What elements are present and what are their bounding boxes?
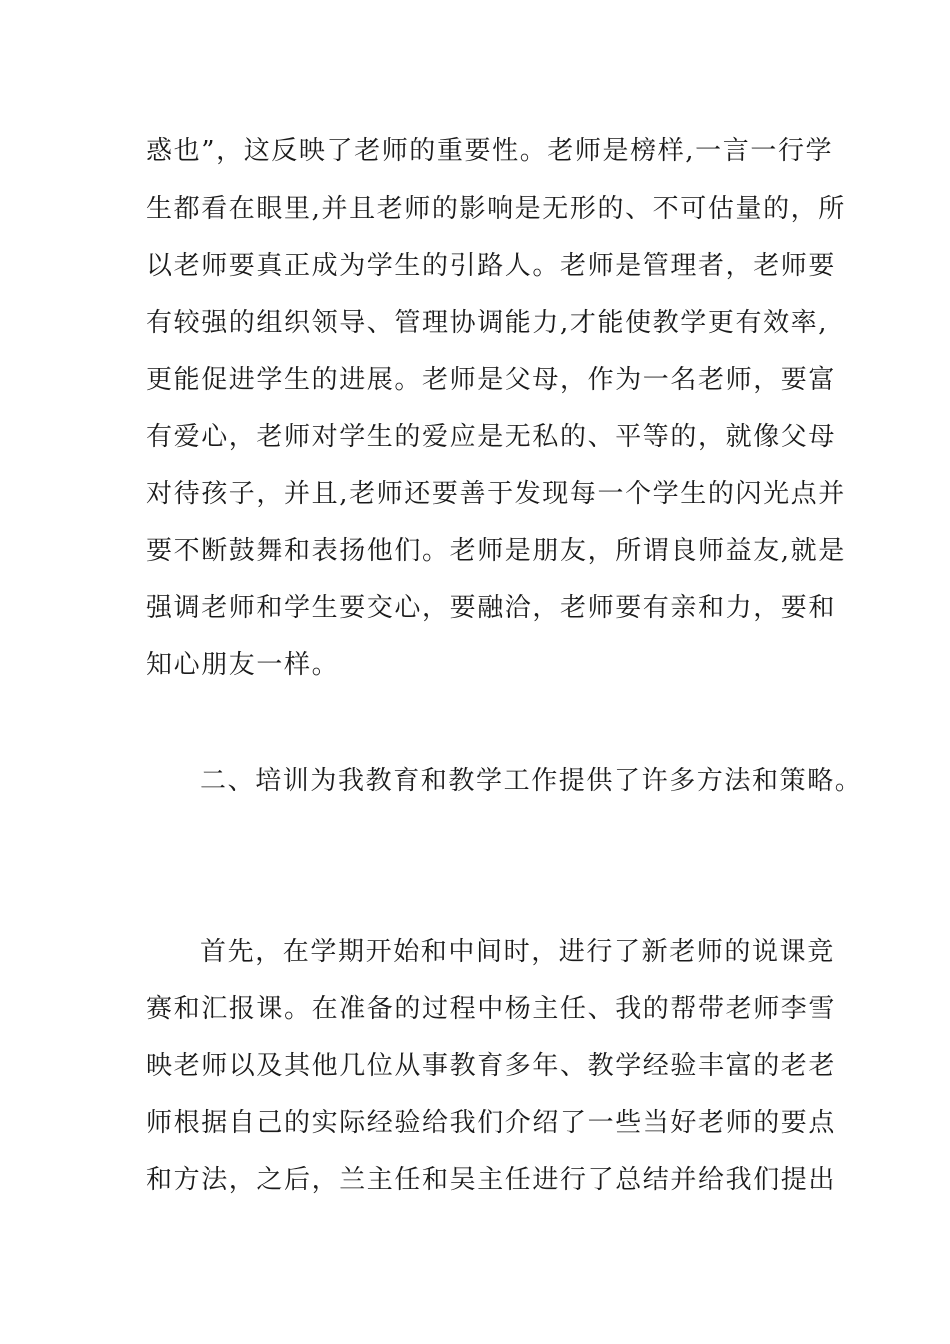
text-line: 知心朋友一样。	[146, 650, 340, 680]
text-line: 有较强的组织领导、管理协调能力,才能使教学更有效率,	[146, 308, 829, 338]
text-line: 要不断鼓舞和表扬他们。老师是朋友，所谓良师益友,就是	[146, 536, 846, 566]
text-line: 以老师要真正成为学生的引路人。老师是管理者，老师要	[146, 251, 837, 281]
text-line: 对待孩子，并且,老师还要善于发现每一个学生的闪光点并	[146, 479, 846, 509]
text-line: 赛和汇报课。在准备的过程中杨主任、我的帮带老师李雪	[146, 994, 837, 1024]
text-line: 有爱心，老师对学生的爱应是无私的、平等的，就像父母	[146, 422, 837, 452]
text-line: 师根据自己的实际经验给我们介绍了一些当好老师的要点	[146, 1108, 837, 1138]
section-heading: 二、培训为我教育和教学工作提供了许多方法和策略。	[200, 766, 863, 796]
text-line: 更能促进学生的进展。老师是父母，作为一名老师，要富	[146, 365, 837, 395]
text-line: 和方法，之后，兰主任和吴主任进行了总结并给我们提出	[146, 1165, 837, 1195]
text-line: 映老师以及其他几位从事教育多年、教学经验丰富的老老	[146, 1051, 837, 1081]
text-line: 生都看在眼里,并且老师的影响是无形的、不可估量的，所	[146, 194, 846, 224]
text-line: 强调老师和学生要交心，要融洽，老师要有亲和力，要和	[146, 593, 837, 623]
text-line: 惑也”，这反映了老师的重要性。老师是榜样,一言一行学	[146, 136, 834, 166]
text-line: 首先，在学期开始和中间时，进行了新老师的说课竞	[200, 937, 835, 967]
